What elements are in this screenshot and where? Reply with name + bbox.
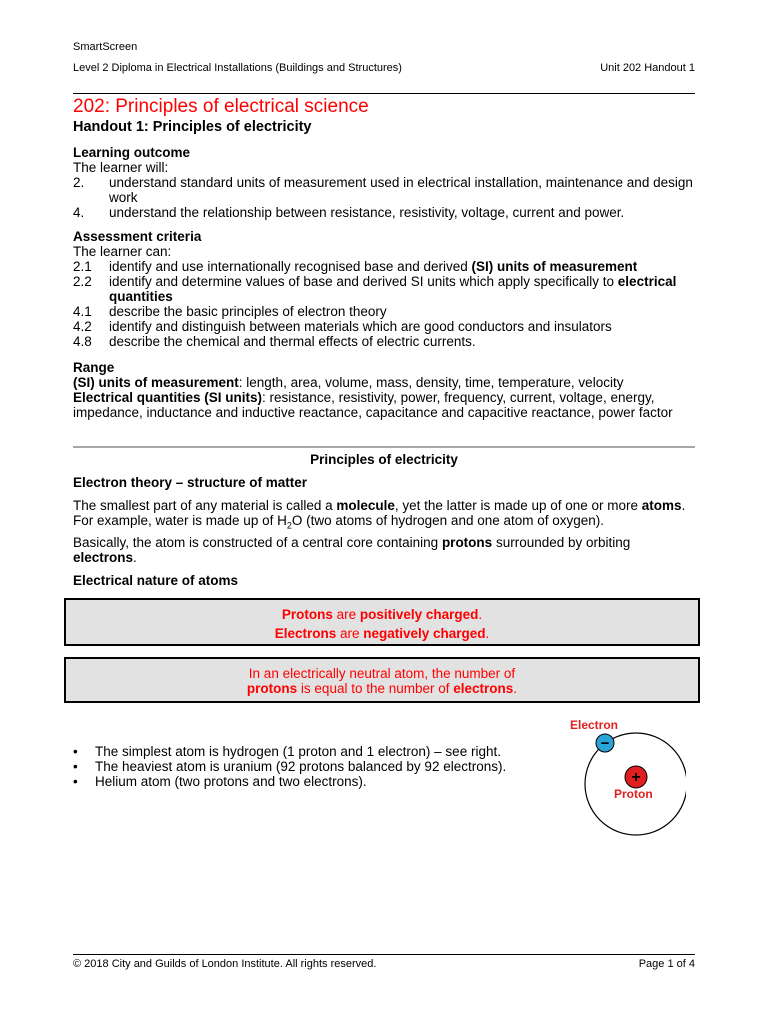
learning-outcome-section	[73, 145, 695, 220]
list-item	[73, 334, 695, 349]
text-run: are	[332, 607, 360, 622]
atom-svg	[566, 716, 686, 836]
neutral-atom-line-2	[66, 681, 698, 696]
text-run-bold: electrons	[453, 681, 514, 696]
list-item	[73, 274, 695, 304]
text-run-bold: atoms	[641, 498, 682, 513]
text-run: .	[513, 681, 518, 696]
item-text: identify and distinguish between materials which are good conductors and insulators	[109, 319, 612, 334]
bullet: •	[73, 774, 78, 789]
text-run-bold: negatively charged	[363, 626, 486, 641]
list-item	[73, 319, 695, 334]
assessment-heading: Assessment criteria	[73, 229, 202, 244]
electron-sign: −	[600, 735, 610, 752]
text-run: O (two atoms of hydrogen and one atom of oxygen).	[291, 513, 605, 528]
electron-theory-paragraph-2	[73, 535, 695, 565]
electron-theory-paragraph-1	[73, 498, 695, 531]
list-item-text: The simplest atom is hydrogen (1 proton and 1 electron) – see right.	[95, 744, 501, 759]
item-text-bold: (SI) units of measurement	[471, 259, 638, 274]
range-si-label: (SI) units of measurement	[73, 375, 239, 390]
text-run-bold: protons	[441, 535, 493, 550]
text-run: The smallest part of any material is called a	[73, 498, 337, 513]
text-run-bold: electrons	[73, 550, 134, 565]
item-text: understand standard units of measurement used in electrical installation, maintenance and design work	[109, 175, 693, 205]
item-text-plain: identify and determine values of base and derived SI units which apply specifically to	[109, 274, 618, 289]
header-rule	[73, 93, 695, 94]
neutral-atom-line-1: In an electrically neutral atom, the number of	[248, 666, 516, 681]
item-text	[109, 259, 695, 274]
text-run-bold: positively charged	[359, 607, 479, 622]
item-text-bold: electrical quantities	[109, 274, 677, 304]
neutral-atom-box	[64, 657, 700, 703]
list-item	[73, 744, 553, 759]
page-subtitle: Handout 1: Principles of electricity	[73, 119, 312, 135]
atom-facts-list	[73, 744, 553, 789]
text-run: Basically, the atom is constructed of a central core containing	[73, 535, 442, 550]
assessment-intro: The learner can:	[73, 244, 172, 259]
assessment-section	[73, 229, 695, 349]
footer-rule	[73, 954, 695, 955]
text-run-bold: molecule	[336, 498, 395, 513]
list-item	[73, 759, 553, 774]
item-number: 2.1	[73, 259, 92, 274]
text-run: surrounded by orbiting	[492, 535, 631, 550]
text-run-bold: Protons	[281, 607, 333, 622]
proton-sign: +	[631, 769, 641, 786]
page-title: 202: Principles of electrical science	[73, 96, 369, 117]
list-item	[73, 175, 695, 205]
subscript: 2	[286, 520, 292, 531]
range-eq-line	[73, 390, 695, 420]
learning-outcome-heading: Learning outcome	[73, 145, 191, 160]
footer-page-number: Page 1 of 4	[638, 958, 695, 970]
item-number: 2.	[73, 175, 85, 190]
item-text: understand the relationship between resistance, resistivity, voltage, current and power.	[109, 205, 625, 220]
list-item	[73, 205, 695, 220]
header-unit: Unit 202 Handout 1	[600, 62, 695, 74]
text-run: .	[478, 607, 483, 622]
electron-theory-heading: Electron theory – structure of matter	[73, 475, 308, 490]
item-number: 4.8	[73, 334, 92, 349]
text-run-bold: Electrons	[274, 626, 337, 641]
text-run-bold: protons	[246, 681, 298, 696]
range-heading: Range	[73, 360, 115, 375]
electron-label: Electron	[570, 718, 619, 732]
list-item	[73, 304, 695, 319]
electron-theory-section	[73, 475, 695, 588]
section-divider	[73, 446, 695, 448]
proton-label: Proton	[614, 787, 653, 801]
item-number: 4.	[73, 205, 85, 220]
item-number: 2.2	[73, 274, 92, 289]
hydrogen-atom-diagram	[566, 716, 676, 836]
range-eq-label: Electrical quantities (SI units)	[73, 390, 263, 405]
item-text	[109, 274, 695, 304]
section-title: Principles of electricity	[310, 452, 458, 467]
atom-facts	[73, 744, 553, 789]
list-item	[73, 259, 695, 274]
header-brand: SmartScreen	[73, 41, 138, 53]
header-course: Level 2 Diploma in Electrical Installations (Buildings and Structures)	[73, 62, 402, 74]
assessment-list	[73, 259, 695, 349]
electrical-nature-heading: Electrical nature of atoms	[73, 573, 239, 588]
text-run: .	[485, 626, 490, 641]
list-item	[73, 774, 553, 789]
range-eq-text: : resistance, resistivity, power, frequency, current, voltage, energy, impedance, inductance and inductive reactance, capacitance and capacitive reactance, power factor	[73, 390, 673, 420]
charge-fact-box	[64, 598, 700, 646]
learning-outcome-list	[73, 175, 695, 220]
text-run: . For example, water is made up of H	[73, 498, 686, 528]
item-text-plain: identify and use internationally recognised base and derived	[109, 259, 472, 274]
footer-copyright: © 2018 City and Guilds of London Institute. All rights reserved.	[73, 958, 377, 970]
text-run: are	[336, 626, 364, 641]
learning-outcome-intro: The learner will:	[73, 160, 169, 175]
range-section	[73, 360, 695, 420]
charge-fact-line-2	[66, 624, 698, 643]
list-item-text: Helium atom (two protons and two electrons).	[95, 774, 367, 789]
item-text: describe the chemical and thermal effects of electric currents.	[109, 334, 476, 349]
text-run: is equal to the number of	[297, 681, 454, 696]
list-item-text: The heaviest atom is uranium (92 protons balanced by 92 electrons).	[95, 759, 507, 774]
bullet: •	[73, 759, 78, 774]
bullet: •	[73, 744, 78, 759]
text-run: , yet the latter is made up of one or more	[394, 498, 642, 513]
item-text: describe the basic principles of electron theory	[109, 304, 387, 319]
text-run: .	[133, 550, 137, 565]
charge-fact-line-1	[66, 605, 698, 624]
range-si-text: : length, area, volume, mass, density, time, temperature, velocity	[238, 375, 624, 390]
range-si-line	[73, 375, 695, 390]
item-number: 4.1	[73, 304, 92, 319]
item-number: 4.2	[73, 319, 92, 334]
